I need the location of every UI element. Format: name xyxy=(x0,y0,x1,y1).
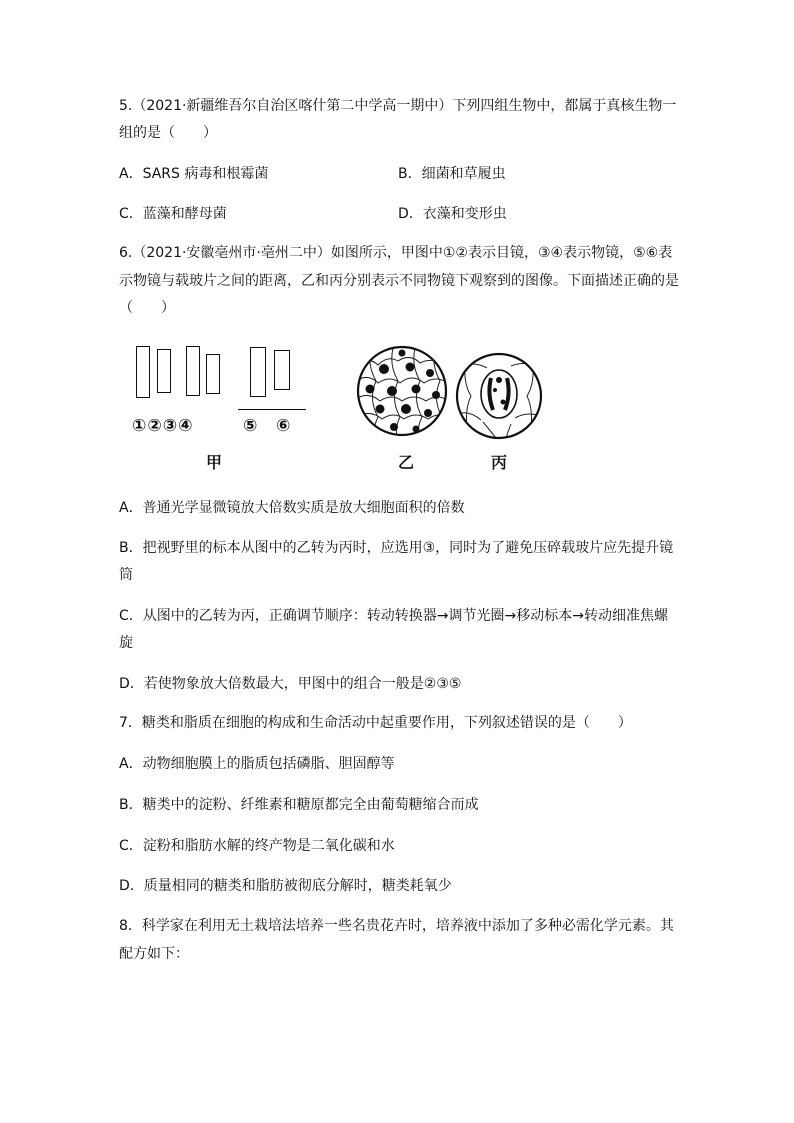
view-bing-illustration xyxy=(453,350,545,442)
objective-5 xyxy=(250,347,266,397)
q7-option-b: B．糖类中的淀粉、纤维素和糖原都完全由葡萄糖缩合而成 xyxy=(119,797,479,813)
lens-numbers: ①②③④ xyxy=(132,416,194,436)
q8-stem-line2: 配方如下： xyxy=(119,946,189,962)
figure-yi-label: 乙 xyxy=(398,453,415,472)
microscope-figure xyxy=(119,330,599,480)
q7-option-c: C．淀粉和脂肪水解的终产物是二氧化碳和水 xyxy=(119,838,395,854)
q6-stem-line3: （ ） xyxy=(119,300,175,316)
objective-4 xyxy=(206,354,220,394)
q5-option-d: D．衣藻和变形虫 xyxy=(398,206,507,222)
q6-option-b-line2: 筒 xyxy=(119,567,133,583)
q7-option-a: A．动物细胞膜上的脂质包括磷脂、胆固醇等 xyxy=(119,756,395,772)
q6-option-c-line1: C．从图中的乙转为丙，正确调节顺序：转动转换器→调节光圈→移动标本→转动细准焦螺 xyxy=(119,608,668,624)
figure-jia-label: 甲 xyxy=(206,453,223,472)
stage-line xyxy=(238,409,306,410)
q7-stem: 7．糖类和脂质在细胞的构成和生命活动中起重要作用，下列叙述错误的是（ ） xyxy=(119,715,632,731)
distance-5-label: ⑤ xyxy=(243,416,258,436)
q5-option-a: A．SARS 病毒和根霉菌 xyxy=(119,166,269,182)
q5-option-c: C．蓝藻和酵母菌 xyxy=(119,206,227,222)
q6-option-d: D．若使物象放大倍数最大，甲图中的组合一般是②③⑤ xyxy=(119,676,462,692)
q6-stem-line2: 示物镜与载玻片之间的距离，乙和丙分别表示不同物镜下观察到的图像。下面描述正确的是 xyxy=(119,273,679,289)
q6-option-c-line2: 旋 xyxy=(119,635,133,651)
q5-option-b: B．细菌和草履虫 xyxy=(398,166,506,182)
view-yi-illustration xyxy=(354,343,450,439)
q6-stem-line1: 6.（2021·安徽亳州市·亳州二中）如图所示，甲图中①②表示目镜，③④表示物镜，⑤⑥表 xyxy=(119,245,673,261)
q7-option-d: D．质量相同的糖类和脂肪被彻底分解时，糖类耗氧少 xyxy=(119,878,452,894)
q5-stem-line2: 组的是（ ） xyxy=(119,125,217,141)
eyepiece-2 xyxy=(157,349,171,393)
q6-option-a: A．普通光学显微镜放大倍数实质是放大细胞面积的倍数 xyxy=(119,500,465,516)
objective-6 xyxy=(274,350,290,390)
objective-3 xyxy=(186,346,200,396)
eyepiece-1 xyxy=(136,346,150,398)
q6-option-b-line1: B．把视野里的标本从图中的乙转为丙时，应选用③，同时为了避免压碎载玻片应先提升镜 xyxy=(119,540,674,556)
figure-bing-label: 丙 xyxy=(491,453,508,472)
distance-6-label: ⑥ xyxy=(276,416,291,436)
q8-stem-line1: 8．科学家在利用无土栽培法培养一些名贵花卉时，培养液中添加了多种必需化学元素。其 xyxy=(119,918,674,934)
q5-stem-line1: 5.（2021·新疆维吾尔自治区喀什第二中学高一期中）下列四组生物中，都属于真核生物一 xyxy=(119,98,677,114)
